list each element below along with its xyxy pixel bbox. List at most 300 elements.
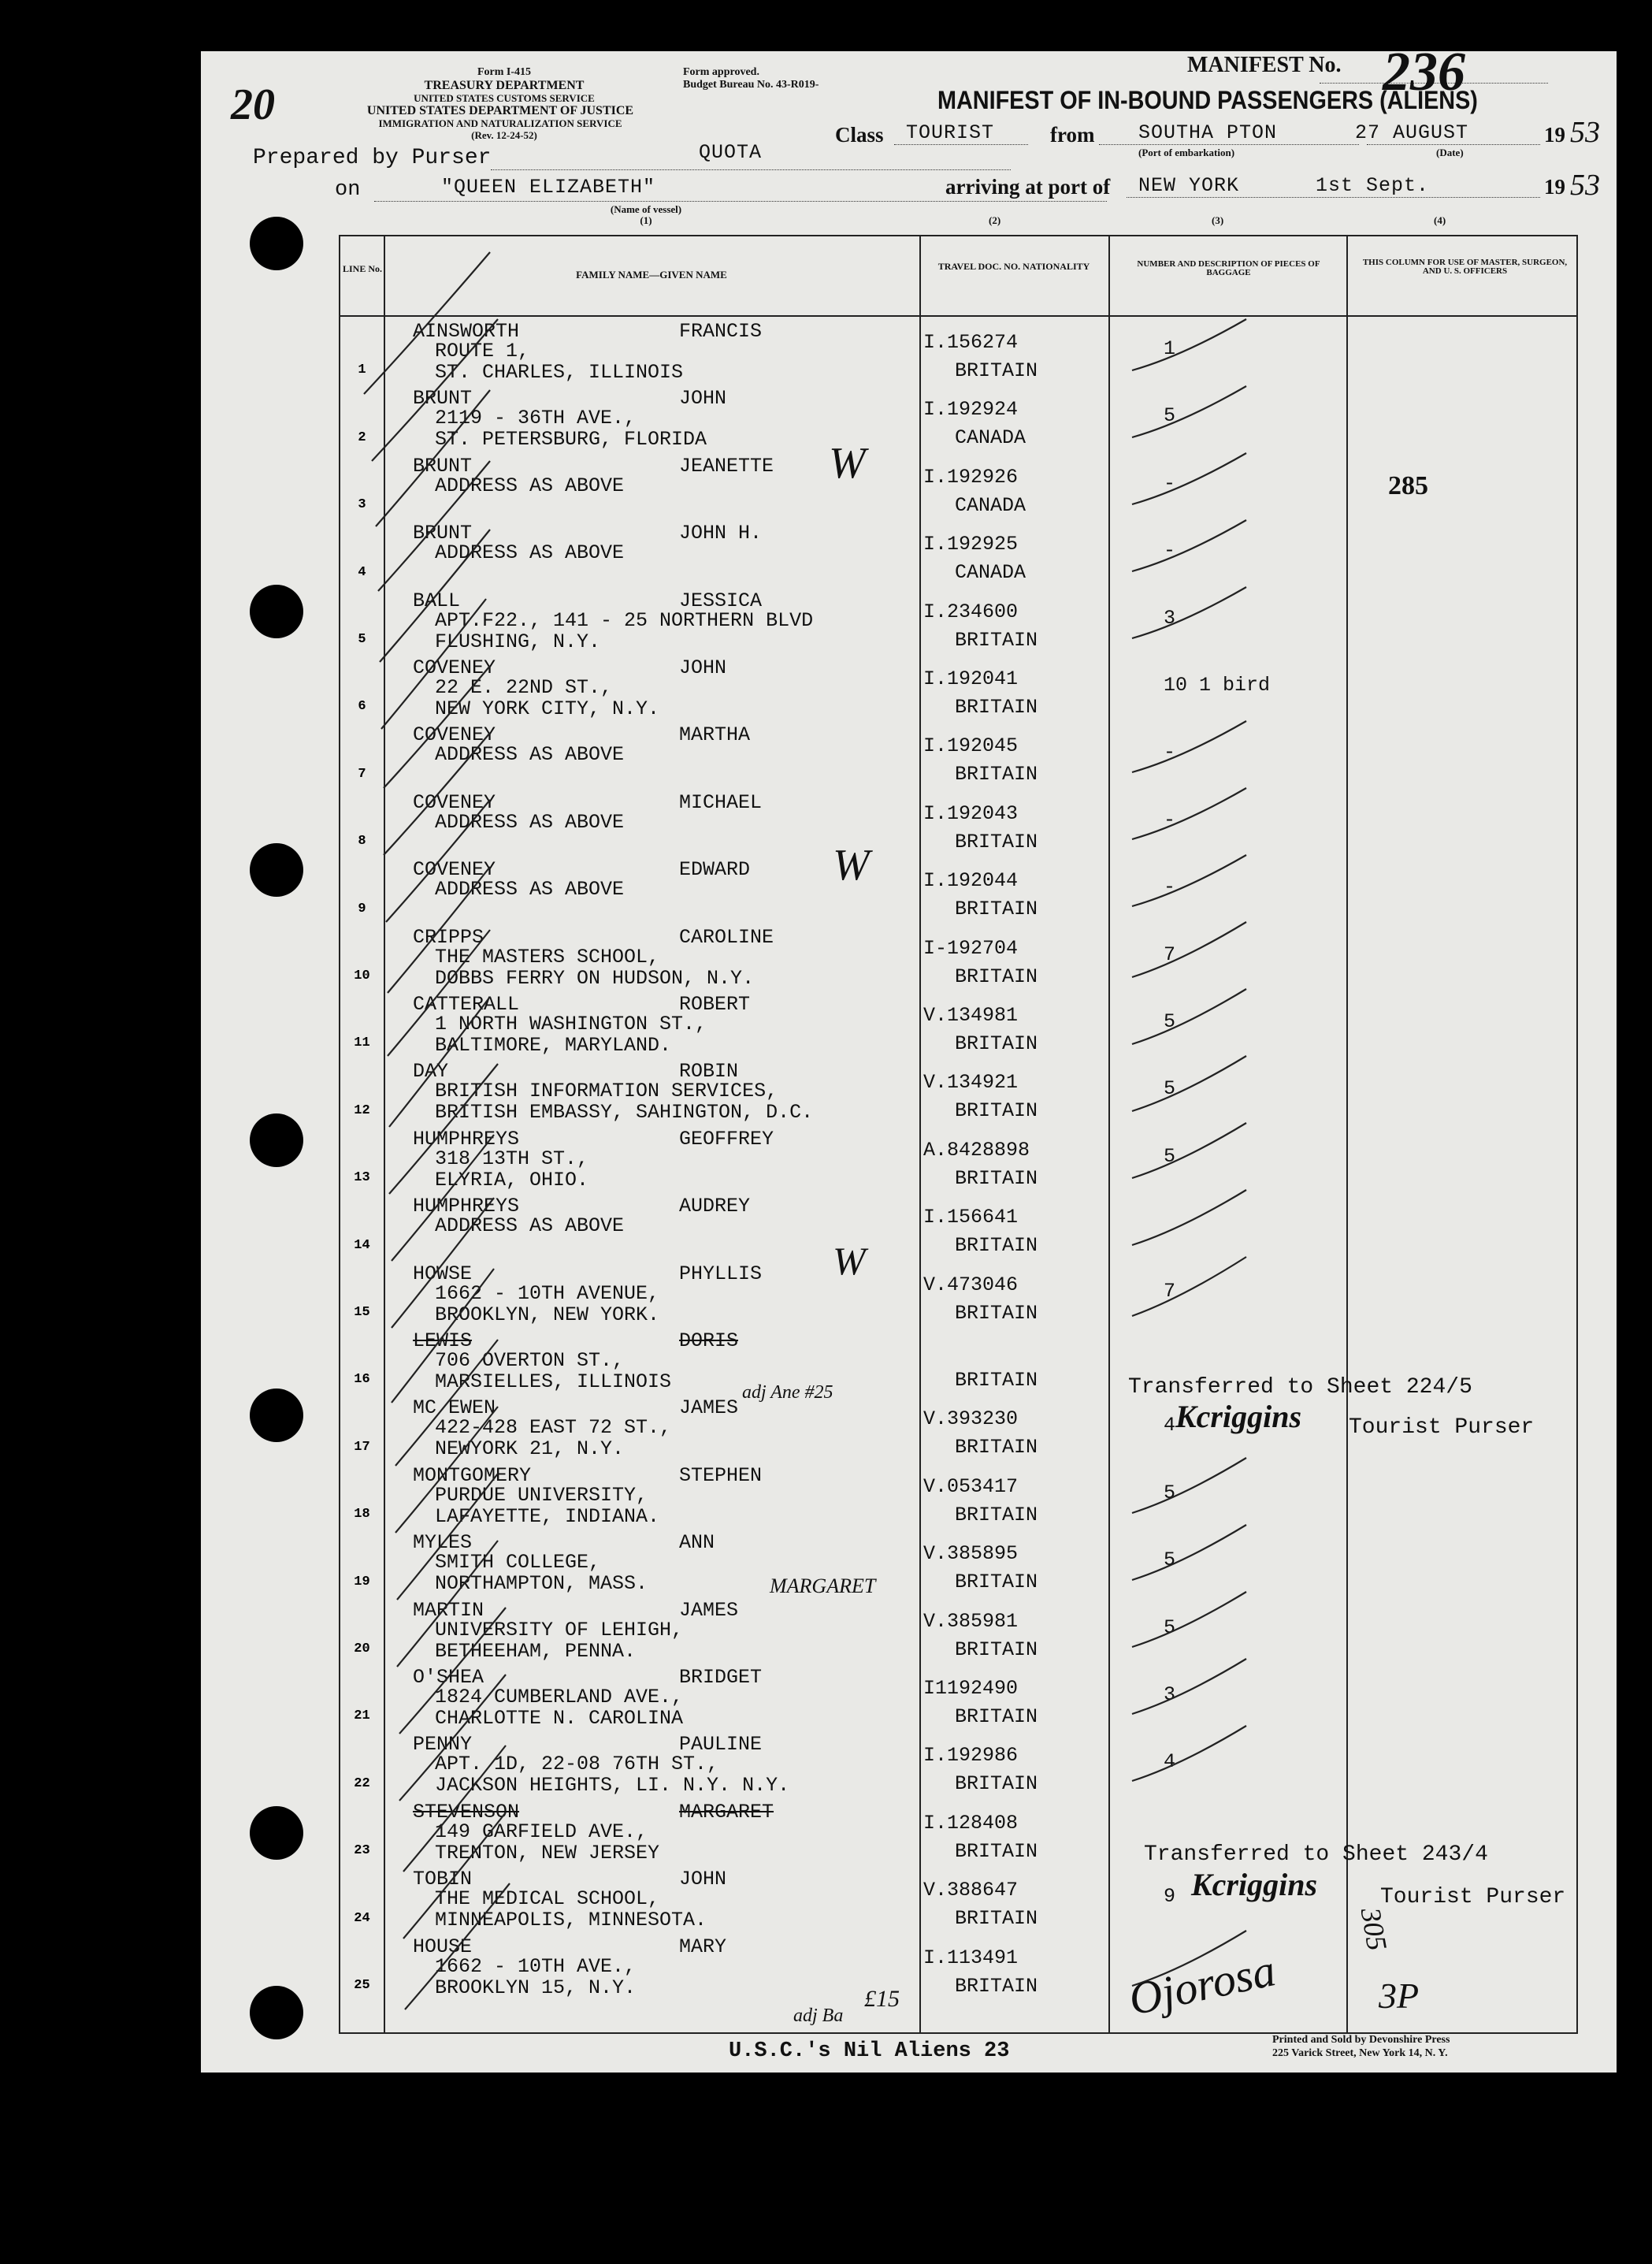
address-line-1: ADDRESS AS ABOVE [435,743,625,767]
travel-doc-no: I.192044 [923,869,1019,893]
address-line-1: BRITISH INFORMATION SERVICES, [435,1080,778,1103]
address-line-1: UNIVERSITY OF LEHIGH, [435,1618,684,1641]
check-stroke [395,1407,498,1533]
adjustment-note-25: adj Ba [793,2006,844,2026]
handwritten-checkmarks [340,236,1580,2035]
baggage-count: 9 [1164,1885,1176,1909]
class-value: TOURIST [906,121,995,144]
given-name: STEPHEN [679,1463,763,1487]
address-line-1: 1662 - 10TH AVE., [435,1954,637,1978]
manifest-label: MANIFEST No. [1187,53,1342,77]
address-line-1: ADDRESS AS ABOVE [435,810,625,834]
arrival-year-prefix: 19 [1544,175,1565,199]
nationality: BRITAIN [955,830,1038,853]
nationality: BRITAIN [955,1503,1038,1526]
punch-hole [250,843,303,897]
family-name: AINSWORTH [413,320,520,343]
baggage-count: 7 [1164,942,1176,966]
manifest-sheet [201,42,1617,2073]
address-line-1: 149 GARFIELD AVE., [435,1820,648,1843]
check-stroke [403,1812,506,1939]
baggage-count: - [1164,539,1176,563]
check-stroke [1132,721,1246,772]
line-number: 9 [358,901,366,916]
check-stroke [1132,1190,1246,1245]
address-line-1: 22 E. 22ND ST., [435,676,613,699]
line-number: 17 [354,1439,370,1455]
address-line-2: FLUSHING, N.Y. [435,630,601,653]
totals-line: U.S.C.'s Nil Aliens 23 [729,2039,1010,2063]
form-doj: UNITED STATES DEPARTMENT OF JUSTICE [366,104,634,117]
address-line-2: NEWYORK 21, N.Y. [435,1437,625,1461]
address-line-2: ST. PETERSBURG, FLORIDA [435,428,707,452]
form-department: TREASURY DEPARTMENT [424,79,585,92]
given-name: JEANETTE [679,454,774,478]
nationality: BRITAIN [955,1099,1038,1123]
check-stroke [392,1198,494,1328]
nationality: BRITAIN [955,359,1038,382]
address-line-1: THE MEDICAL SCHOOL, [435,1887,660,1911]
family-name: DAY [413,1060,449,1084]
baggage-count: 4 [1164,1414,1176,1437]
col-name-header: FAMILY NAME—GIVEN NAME [576,269,727,281]
given-name: JOHN H. [679,522,763,545]
travel-doc-no: I.234600 [923,600,1019,623]
check-stroke [1132,788,1246,839]
address-line-2: NORTHAMPTON, MASS. [435,1572,648,1596]
nationality: BRITAIN [955,1571,1038,1594]
family-name: MARTIN [413,1598,484,1622]
travel-doc-no: I.192043 [923,801,1019,825]
baggage-count: 3 [1164,1683,1176,1706]
check-stroke [1132,922,1246,977]
col-baggage-header: NUMBER AND DESCRIPTION OF PIECES OF BAGGAGE [1137,259,1320,277]
baggage-count: - [1164,808,1176,831]
check-stroke [1132,1525,1246,1580]
col1-caption: (1) [640,214,652,226]
address-line-1: APT.F22., 141 - 25 NORTHERN BLVD [435,608,814,632]
address-line-2: LAFAYETTE, INDIANA. [435,1504,660,1528]
initial-w-mark: W [833,841,870,890]
travel-doc-no: I1192490 [923,1677,1019,1700]
given-name: JOHN [679,656,727,679]
vessel-line [374,201,1107,202]
family-name: O'SHEA [413,1666,484,1689]
address-line-2: ST. CHARLES, ILLINOIS [435,361,684,384]
check-stroke [1132,587,1246,638]
baggage-count: 5 [1164,404,1176,428]
printer-line-2: 225 Varick Street, New York 14, N. Y. [1272,2047,1448,2059]
address-line-2: BROOKLYN, NEW YORK. [435,1303,660,1326]
travel-doc-no: I-192704 [923,936,1019,960]
address-line-1: APT. 1D, 22-08 76TH ST., [435,1753,719,1776]
nationality: BRITAIN [955,1907,1038,1931]
line-number: 10 [354,968,370,983]
nationality: BRITAIN [955,1369,1038,1392]
check-stroke [399,1608,506,1734]
number-305: 305 [1354,1905,1394,1954]
address-line-2: BROOKLYN 15, N.Y. [435,1976,637,1999]
nationality: BRITAIN [955,1638,1038,1661]
punch-hole [250,1389,303,1442]
passenger-table [339,235,1578,2034]
baggage-count: 5 [1164,1144,1176,1168]
address-line-1: ADDRESS AS ABOVE [435,541,625,565]
address-line-2: DOBBS FERRY ON HUDSON, N.Y. [435,966,755,990]
family-name: CRIPPS [413,925,484,949]
check-stroke [1132,1726,1246,1781]
adjustment-note-15: adj Ane #25 [742,1382,833,1403]
budget-bureau: Budget Bureau No. 43-R019- [683,79,819,91]
family-name: LEWIS [413,1329,473,1352]
travel-doc-no: I.156274 [923,331,1019,354]
line-number: 7 [358,766,366,782]
amount-note: £15 [864,1986,900,2012]
check-stroke [381,599,486,729]
check-stroke [395,1340,498,1466]
given-name: JOHN [679,1868,727,1891]
family-name: PENNY [413,1733,473,1757]
transfer-signature-1: Kcriggins [1175,1399,1302,1434]
form-service: UNITED STATES CUSTOMS SERVICE [414,92,595,104]
check-stroke [1132,319,1246,370]
baggage-count: 5 [1164,1481,1176,1504]
transfer-role-1: Tourist Purser [1349,1415,1535,1440]
address-line-1: ADDRESS AS ABOVE [435,474,625,497]
family-name: COVENEY [413,790,496,814]
travel-doc-no: I.192925 [923,533,1019,556]
from-line [1099,144,1359,145]
line-number: 6 [358,699,366,715]
travel-doc-no: V.053417 [923,1474,1019,1498]
check-stroke [1132,989,1246,1044]
check-stroke [388,925,490,1056]
corner-mark: 20 [231,80,275,129]
check-stroke [1132,1659,1246,1714]
given-name: MICHAEL [679,790,763,814]
nationality: BRITAIN [955,1705,1038,1728]
family-name: TOBIN [413,1868,473,1891]
given-name: JAMES [679,1598,739,1622]
arrival-date: 1st Sept. [1316,174,1430,197]
col4-caption: (4) [1434,214,1446,226]
transfer-note-1: Transferred to Sheet 224/5 [1128,1375,1472,1400]
line-number: 14 [354,1237,370,1253]
line-number: 24 [354,1910,370,1926]
address-line-1: ADDRESS AS ABOVE [435,1214,625,1238]
line-number: 11 [354,1035,370,1051]
given-name: FRANCIS [679,320,763,343]
col-line-header: LINE No. [342,263,382,274]
embark-date: 27 AUGUST [1355,121,1469,144]
baggage-count: 1 [1164,337,1176,360]
date-line [1367,144,1540,145]
family-name: COVENEY [413,723,496,747]
punch-hole [250,585,303,638]
travel-doc-no: I.156641 [923,1206,1019,1229]
nationality: BRITAIN [955,1436,1038,1459]
given-name: JESSICA [679,589,763,612]
transfer-note-2: Transferred to Sheet 243/4 [1144,1842,1488,1867]
given-name: PHYLLIS [679,1262,763,1285]
col2-caption: (2) [989,214,1001,226]
address-line-1: 706 OVERTON ST., [435,1349,625,1372]
travel-doc-no: A.8428898 [923,1138,1030,1162]
year-suffix: 53 [1570,116,1600,149]
punch-hole [250,1806,303,1860]
check-stroke [1132,520,1246,571]
given-name: ROBIN [679,1060,739,1084]
baggage-count: 5 [1164,1548,1176,1572]
nationality: BRITAIN [955,1772,1038,1796]
travel-doc-no: I.192986 [923,1744,1019,1768]
line-number: 2 [358,429,366,445]
baggage-count: 10 1 bird [1164,674,1271,697]
baggage-count: 5 [1164,1077,1176,1101]
given-name: ROBERT [679,993,751,1016]
address-line-2: BRITISH EMBASSY, SAHINGTON, D.C. [435,1101,814,1125]
family-name: STEVENSON [413,1800,520,1823]
address-line-1: 1662 - 10TH AVENUE, [435,1281,660,1305]
address-line-1: 2119 - 36TH AVE., [435,407,637,430]
check-stroke [1132,1056,1246,1111]
baggage-count: 3 [1164,606,1176,630]
check-stroke [1132,1931,1246,1986]
line-number: 16 [354,1372,370,1388]
punch-hole [250,1113,303,1167]
travel-doc-no: I.128408 [923,1811,1019,1835]
check-stroke [397,1541,498,1667]
line-number: 19 [354,1574,370,1589]
given-name: EDWARD [679,858,751,882]
family-name: MC EWEN [413,1396,496,1420]
baggage-count: 4 [1164,1750,1176,1774]
check-stroke [1132,1592,1246,1647]
check-stroke [388,867,490,993]
address-line-1: 1824 CUMBERLAND AVE., [435,1686,684,1708]
address-line-2: TRENTON, NEW JERSEY [435,1841,660,1864]
address-line-1: ADDRESS AS ABOVE [435,878,625,902]
address-line-1: 1 NORTH WASHINGTON ST., [435,1013,707,1035]
travel-doc-no: V.134921 [923,1071,1019,1095]
nationality: CANADA [955,561,1026,585]
travel-doc-no: V.385981 [923,1609,1019,1633]
given-name: PAULINE [679,1733,763,1757]
nationality: BRITAIN [955,1839,1038,1863]
nationality: CANADA [955,493,1026,517]
class-label: Class [835,123,884,147]
line-number: 3 [358,497,366,513]
number-3p: 3P [1379,1976,1420,2016]
family-name: BRUNT [413,454,473,478]
transfer-signature-2: Kcriggins [1191,1867,1318,1902]
check-stroke [1132,386,1246,437]
check-stroke [1132,1123,1246,1178]
check-stroke [386,800,490,922]
officer-note-285: 285 [1388,471,1428,500]
nationality: BRITAIN [955,1032,1038,1055]
prepared-by-label: Prepared by Purser [253,146,492,170]
col-officers-header: THIS COLUMN FOR USE OF MASTER, SURGEON, AND U. S. OFFICERS [1362,258,1568,276]
check-stroke [392,1135,494,1261]
check-stroke [392,1269,494,1403]
given-name: BRIDGET [679,1666,763,1689]
document-title: MANIFEST OF IN-BOUND PASSENGERS (ALIENS) [937,86,1478,114]
nationality: BRITAIN [955,1974,1038,1998]
baggage-count: 5 [1164,1010,1176,1033]
travel-doc-no: V.385895 [923,1542,1019,1566]
nationality: BRITAIN [955,1301,1038,1325]
initial-w-mark: W [829,439,866,488]
family-name: COVENEY [413,656,496,679]
check-stroke [380,530,490,662]
form-number: Form I-415 [477,66,532,78]
address-line-2: BETHEEHAM, PENNA. [435,1639,637,1663]
given-name: JOHN [679,387,727,411]
line-number: 4 [358,564,366,580]
arriving-label: arriving at port of [945,175,1111,199]
family-name: HOWSE [413,1262,473,1285]
address-line-1: ROUTE 1, [435,340,530,362]
check-stroke [399,1675,506,1801]
check-stroke [376,387,490,526]
given-name: ANN [679,1531,715,1555]
line-number: 21 [354,1708,370,1724]
address-line-1: 318 13TH ST., [435,1147,589,1170]
family-name: BALL [413,589,461,612]
printer-line-1: Printed and Sold by Devonshire Press [1272,2034,1450,2046]
check-stroke [1132,453,1246,504]
class-line [894,144,1028,145]
quota-value: QUOTA [699,141,763,164]
address-line-1: THE MASTERS SCHOOL, [435,945,660,968]
check-stroke [397,1474,498,1600]
prepared-line [491,169,1011,170]
date-caption: (Date) [1436,147,1464,158]
given-name: MARGARET [679,1800,774,1823]
address-line-1: SMITH COLLEGE, [435,1551,601,1574]
travel-doc-no: V.134981 [923,1004,1019,1027]
from-label: from [1050,123,1095,147]
nationality: BRITAIN [955,1234,1038,1258]
family-name: BRUNT [413,387,473,411]
address-line-2: CHARLOTTE N. CAROLINA [435,1707,684,1730]
given-name: CAROLINE [679,925,774,949]
family-name: MYLES [413,1531,473,1555]
line-number: 5 [358,631,366,647]
baggage-count: 7 [1164,1279,1176,1303]
margaret-annotation: MARGARET [770,1574,876,1597]
check-stroke [1132,855,1246,906]
check-stroke [364,252,490,394]
line-number: 23 [354,1843,370,1859]
line-number: 8 [358,834,366,849]
bottom-signature: Ojorosa [1124,1944,1280,2025]
arrival-line [1127,197,1540,198]
embarkation-caption: (Port of embarkation) [1138,147,1235,158]
address-line-2: NEW YORK CITY, N.Y. [435,697,660,720]
given-name: DORIS [679,1329,739,1352]
given-name: JAMES [679,1396,739,1420]
line-number: 13 [354,1170,370,1186]
line-number: 15 [354,1304,370,1320]
family-name: BRUNT [413,522,473,545]
manifest-number: 236 [1383,42,1465,102]
family-name: MONTGOMERY [413,1463,532,1487]
travel-doc-no: V.473046 [923,1273,1019,1296]
line-number: 18 [354,1507,370,1522]
family-name: HUMPHREYS [413,1127,520,1151]
vessel-caption: (Name of vessel) [610,203,682,215]
family-name: COVENEY [413,858,496,882]
address-line-1: 422-428 EAST 72 ST., [435,1416,672,1440]
travel-doc-no: V.388647 [923,1879,1019,1902]
form-rev: (Rev. 12-24-52) [471,129,537,141]
transfer-role-2: Tourist Purser [1380,1885,1566,1909]
nationality: BRITAIN [955,763,1038,786]
travel-doc-no: I.113491 [923,1946,1019,1969]
nationality: CANADA [955,426,1026,450]
travel-doc-no: I.192041 [923,667,1019,690]
baggage-count: - [1164,875,1176,899]
travel-doc-no: I.192045 [923,734,1019,758]
address-line-2: JACKSON HEIGHTS, LI. N.Y. N.Y. [435,1774,790,1797]
nationality: BRITAIN [955,628,1038,652]
address-line-2: BALTIMORE, MARYLAND. [435,1034,672,1057]
family-name: CATTERALL [413,993,520,1016]
travel-doc-no: I.192924 [923,398,1019,422]
family-name: HOUSE [413,1935,473,1958]
col-doc-header: TRAVEL DOC. NO. NATIONALITY [937,261,1090,272]
address-line-1: PURDUE UNIVERSITY, [435,1483,648,1507]
check-stroke [378,461,490,591]
punch-hole [250,1986,303,2039]
arrival-port: NEW YORK [1138,174,1240,197]
baggage-count: - [1164,471,1176,495]
address-line-2: MINNEAPOLIS, MINNESOTA. [435,1909,707,1932]
check-stroke [1132,1458,1246,1513]
check-stroke [384,733,490,855]
given-name: AUDREY [679,1195,751,1218]
check-stroke [405,1883,510,2009]
form-ins: IMMIGRATION AND NATURALIZATION SERVICE [378,117,622,129]
nationality: BRITAIN [955,1166,1038,1190]
arrival-year-suffix: 53 [1570,169,1600,202]
given-name: GEOFFREY [679,1127,774,1151]
line-number: 1 [358,362,366,378]
given-name: MARY [679,1935,727,1958]
nationality: BRITAIN [955,965,1038,988]
check-stroke [384,666,490,788]
given-name: MARTHA [679,723,751,747]
embarkation-port: SOUTHA PTON [1138,121,1278,144]
check-stroke [389,1064,498,1194]
punch-hole [250,217,303,270]
line-number: 22 [354,1775,370,1791]
baggage-count: - [1164,741,1176,764]
check-stroke [389,997,490,1127]
check-stroke [372,319,498,461]
travel-doc-no: V.393230 [923,1407,1019,1431]
initial-w-mark: W [833,1239,866,1283]
address-line-2: MARSIELLES, ILLINOIS [435,1370,672,1393]
check-stroke [403,1745,506,1872]
family-name: HUMPHREYS [413,1195,520,1218]
address-line-2: ELYRIA, OHIO. [435,1168,589,1191]
baggage-count: 5 [1164,1615,1176,1639]
year-prefix: 19 [1544,123,1565,147]
col3-caption: (3) [1212,214,1224,226]
